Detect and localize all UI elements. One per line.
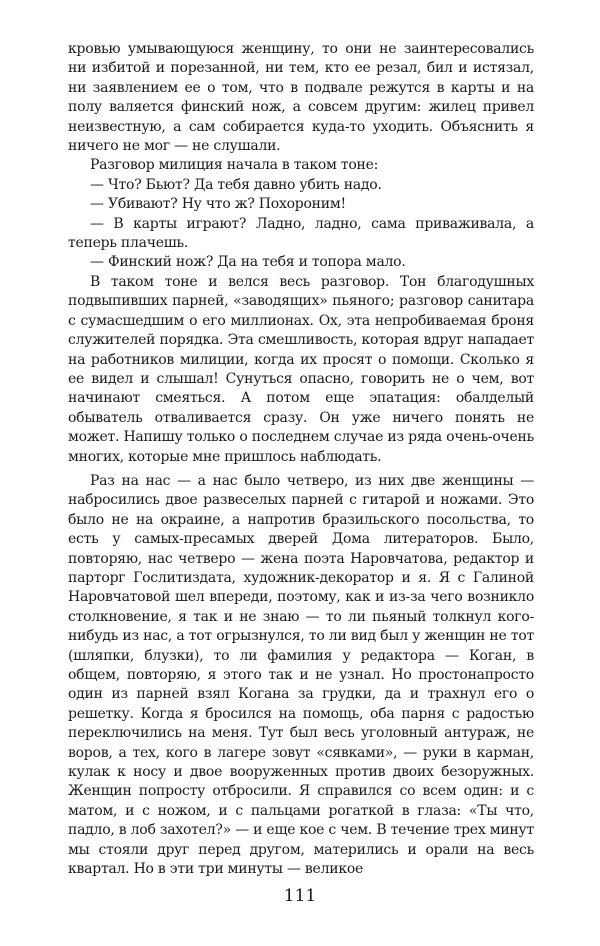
paragraph-2: Разговор милиция начала в таком тоне: <box>90 157 379 174</box>
dialogue-line-1: — Что? Бьют? Да тебя давно убить надо. <box>90 176 382 193</box>
paragraph-3: В таком тоне и велся весь разговор. Тон благодушных подвыпивших парней, «заводящих» пьяного; разговор санитара с сумасшедшим о его миллионах. Ох, эта непробиваемая броня служителей порядка. Эта смешливость, которая вдруг нападает на работников милиции, когда их просят о помощи. Сколько я ее видел и слышал! Сунуться опасно, говорить не о чем, вот начинают смеяться. А потом еще эпатация: обалделый обыватель отваливается сразу. Он уже ничего понять не может. Напишу только о последнем случае из ряда очень-очень многих, которые мне пришлось наблюдать. <box>68 273 534 465</box>
paragraph-4: Раз на нас — а нас было четверо, из них две женщины — набросились двое развеселых парней с гитарой и ножами. Это было не на окраине, а напротив бразильского посольства, то есть у самых-пресамых дверей Дома литераторов. Было, повторяю, нас четверо — жена поэта Наровчатова, редактор и парторг Гослитиздата, художник-декоратор и я. Я с Галиной Наровчатовой шел впереди, поэтому, как и из-за чего возникло столкновение, я так и не знаю — то ли пьяный толкнул кого-нибудь из нас, а тот огрызнулся, то ли вид был у женщин не тот (шляпки, блузки), то ли фамилия у редактора — Коган, в общем, повторяю, я этого так и не узнал. Но простонапросто один из парней взял Когана за грудки, да и трахнул его о решетку. Когда я бросился на помощь, оба парня с радостью переключились на меня. Тут был весь уголовный антураж, не воров, а тех, кого в лагере зовут «сявками», — руки в карман, кулак к носу и двое вооруженных против двоих безоружных. Женщин попросту отбросили. Я справился со всем один: и с матом, и с ножом, и с пальцами рогаткой в глаза: «Ты что, падло, в лоб захотел?» — и еще кое с чем. В течение трех минут мы стояли друг перед другом, матерились и орали на весь квартал. Но в эти три минуты — великое <box>68 472 534 878</box>
page-number: 111 <box>283 886 317 906</box>
dialogue-line-2: — Убивают? Ну что ж? Похороним! <box>90 196 346 213</box>
dialogue-line-4: — Финский нож? Да на тебя и топора мало. <box>90 254 406 271</box>
page-body <box>68 40 534 879</box>
paragraph-1: кровью умывающуюся женщину, то они не заинтересовались ни избитой и порезанной, ни тем, кто ее резал, бил и истязал, ни заявлением ее о том, что в подвале режутся в карты и на полу валяется финский нож, а совсем другим: жилец привел неизвестную, а сам собирается куда-то уходить. Объяснить я ничего не мог — не слушали. <box>68 41 534 155</box>
dialogue-line-3: — В карты играют? Ладно, ладно, сама приваживала, а теперь плачешь. <box>68 215 534 252</box>
